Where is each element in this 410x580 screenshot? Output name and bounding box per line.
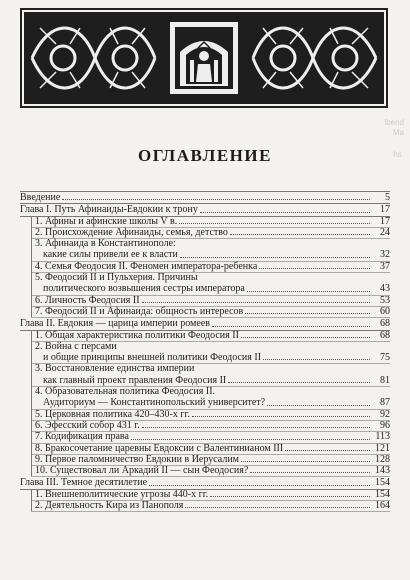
toc-section-entry: [20, 330, 390, 341]
toc-page-number: 96: [380, 419, 390, 431]
toc-section-entry: [20, 216, 390, 227]
toc-chapter-entry: [20, 477, 390, 488]
toc-entry-title: [31, 330, 239, 341]
toc-page-number: 128: [375, 453, 390, 465]
toc-section-entry: [20, 420, 390, 431]
toc-chapter-entry: [20, 318, 390, 329]
toc-section-entry: [20, 295, 390, 306]
dot-leader: [241, 337, 370, 338]
toc-section-entry: [20, 409, 390, 420]
toc-section-entry: [20, 238, 390, 261]
dot-leader: [185, 507, 370, 508]
toc-entry-title: [31, 420, 140, 431]
dot-leader: [192, 416, 370, 417]
dot-leader: [142, 302, 370, 303]
toc-entry-title: [31, 216, 177, 227]
toc-entry-title: [31, 295, 140, 306]
toc-entry-line: Аудиториум — Константинопольский университет?: [43, 397, 266, 409]
dot-leader: [200, 212, 370, 213]
toc-entry-title: [31, 363, 226, 386]
toc-chapter-entry: [20, 192, 390, 203]
toc-section-entry: [20, 386, 390, 409]
dot-leader: [247, 291, 370, 292]
toc-entry-title: [31, 386, 265, 409]
toc-entry-line: 1. Внешнеполитические угрозы 440-х гг.: [35, 488, 209, 500]
toc-entry-line: 9. Первое паломничество Евдокии в Иерусалим: [35, 453, 239, 465]
dot-leader: [241, 461, 370, 462]
toc-section-entry: [20, 454, 390, 465]
toc-entry-line: 7. Кодификация права: [35, 431, 129, 443]
toc-page-number: 87: [380, 397, 390, 409]
toc-page-number: 92: [380, 408, 390, 420]
toc-entry-line: 1. Афины и афинские школы V в.: [35, 215, 178, 227]
bleed-through-text: Ma: [392, 128, 404, 137]
dot-leader: [259, 268, 370, 269]
toc-entry-line: 2. Деятельность Кира из Панополя: [35, 500, 184, 512]
toc-page-number: 143: [375, 465, 390, 477]
toc-entry-title: [31, 341, 261, 364]
toc-entry-title: [31, 238, 178, 261]
toc-page-number: 17: [380, 215, 390, 227]
toc-entry-line: политического возвышения сестры императора: [43, 283, 245, 295]
toc-section-entry: [20, 272, 390, 295]
toc-chapter-entry: [20, 204, 390, 215]
toc-entry-title: [31, 465, 248, 476]
toc-entry-line: 4. Образовательная политика Феодосия II.: [35, 386, 216, 398]
toc-page-number: 24: [380, 226, 390, 238]
toc-page-number: 113: [375, 431, 390, 443]
toc-page-number: 37: [380, 260, 390, 272]
dot-leader: [267, 405, 370, 406]
dot-leader: [62, 199, 370, 200]
toc-entry-line: 6. Эфесский собор 431 г.: [35, 419, 140, 431]
dot-leader: [245, 313, 370, 314]
toc-entry-title: [31, 306, 243, 317]
toc-entry-line: как главный проект правления Феодосия II: [43, 374, 227, 386]
toc-page-number: 121: [375, 442, 390, 454]
bleed-through-text: hs.: [393, 150, 404, 159]
toc-section-entry: [20, 261, 390, 272]
toc-section-entry: [20, 227, 390, 238]
toc-page-number: 32: [380, 249, 390, 261]
toc-entry-line: Глава I. Путь Афинаиды-Евдокии к трону: [20, 204, 198, 216]
toc-section-entry: [20, 465, 390, 476]
toc-section-entry: [20, 500, 390, 511]
toc-entry-line: 2. Происхождение Афинаиды, семья, детство: [35, 226, 228, 238]
toc-entry-line: 3. Афинаида в Константинополе:: [35, 238, 176, 250]
toc-entry-line: Глава III. Темное десятилетие: [20, 477, 148, 489]
toc-entry-title: [20, 204, 198, 215]
toc-entry-title: [31, 272, 245, 295]
bleed-through-text: lbend: [384, 118, 404, 127]
toc-entry-line: 8. Бракосочетание царевны Евдоксии с Валентинианом III: [35, 442, 284, 454]
toc-section-entry: [20, 431, 390, 442]
toc-section-entry: [20, 489, 390, 500]
toc-page-number: 43: [380, 283, 390, 295]
toc-section-entry: [20, 306, 390, 317]
toc-entry-title: [31, 500, 183, 511]
toc-section-entry: [20, 341, 390, 364]
toc-entry-title: [20, 192, 60, 203]
dot-leader: [149, 485, 370, 486]
dot-leader: [131, 439, 370, 440]
toc-entry-title: [20, 477, 147, 488]
toc-page-number: 154: [375, 488, 390, 500]
toc-page-number: 75: [380, 352, 390, 364]
toc-entry-line: 2. Война с персами: [35, 340, 117, 352]
toc-page-number: 154: [375, 477, 390, 489]
toc-entry-line: 3. Восстановление единства империи: [35, 363, 195, 375]
toc-entry-line: Глава II. Евдокия — царица империи ромеев: [20, 318, 210, 330]
toc-entry-line: и общие принципы внешней политики Феодосия II: [43, 352, 262, 364]
toc-entry-title: [31, 409, 190, 420]
dot-leader: [210, 496, 370, 497]
toc-entry-line: 1. Общая характеристика политики Феодосия II: [35, 329, 239, 341]
header-ornament: [20, 8, 388, 108]
dot-leader: [180, 257, 370, 258]
page-title: ОГЛАВЛЕНИЕ: [138, 146, 272, 165]
dot-leader: [250, 472, 370, 473]
dot-leader: [142, 427, 370, 428]
toc-entry-line: 4. Семья Феодосия II. Феномен императора-ребенка: [35, 260, 258, 272]
toc-entry-line: 10. Существовал ли Аркадий II — сын Феодосия?: [35, 465, 249, 477]
toc-page-number: 53: [380, 294, 390, 306]
dot-leader: [212, 326, 370, 327]
toc-page-number: 164: [375, 500, 390, 512]
dot-leader: [228, 382, 370, 383]
toc-section-entry: [20, 363, 390, 386]
toc-entry-line: 5. Церковная политика 420–430-х гг.: [35, 408, 190, 420]
toc-entry-line: 7. Феодосий II и Афинаида: общность интересов: [35, 305, 244, 317]
toc-entry-title: [20, 318, 210, 329]
toc-page-number: 68: [380, 329, 390, 341]
toc-page-number: 17: [380, 204, 390, 216]
table-of-contents: [20, 191, 390, 511]
dot-leader: [230, 234, 370, 235]
toc-entry-title: [31, 443, 283, 454]
toc-page-number: 68: [380, 318, 390, 330]
toc-entry-line: Введение: [20, 192, 61, 203]
dot-leader: [179, 223, 370, 224]
dot-leader: [285, 450, 370, 451]
toc-entry-line: 5. Феодосий II и Пульхерия. Причины: [35, 272, 198, 284]
toc-page-number: 5: [385, 192, 390, 203]
toc-section-entry: [20, 443, 390, 454]
toc-entry-line: 6. Личность Феодосия II: [35, 294, 140, 306]
toc-entry-title: [31, 489, 208, 500]
toc-page-number: 60: [380, 305, 390, 317]
dot-leader: [263, 359, 370, 360]
toc-entry-title: [31, 454, 239, 465]
toc-entry-title: [31, 261, 257, 272]
toc-entry-title: [31, 227, 228, 238]
toc-entry-title: [31, 431, 129, 442]
toc-page-number: 81: [380, 374, 390, 386]
toc-entry-line: какие силы привели ее к власти: [43, 249, 178, 261]
